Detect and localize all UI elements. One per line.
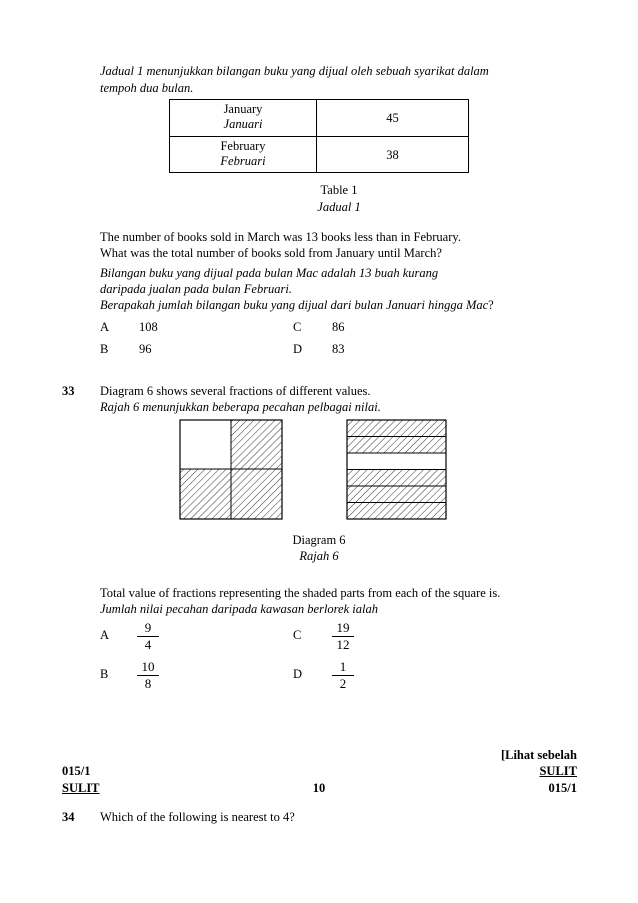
q32-option-b-value: 96 (139, 342, 152, 356)
footer-sulit-left: SULIT (62, 781, 100, 795)
q33-option-c-letter: C (293, 628, 302, 642)
q33-option-d-fraction (331, 659, 355, 692)
denominator: 2 (339, 676, 347, 691)
denominator: 12 (336, 637, 350, 652)
shaded-strip (347, 437, 446, 454)
q33-option-b-letter: B (100, 667, 109, 681)
intro-line-1: Jadual 1 menunjukkan bilangan buku yang dijual oleh sebuah syarikat dalam (100, 64, 489, 78)
numerator: 9 (144, 620, 152, 635)
table-cell-month (170, 100, 317, 136)
denominator: 4 (144, 637, 152, 652)
q32-text-ms-3: Berapakah jumlah bilangan buku yang dijual dari bulan Januari hingga Mac (100, 298, 489, 312)
diagram-6 (178, 418, 448, 521)
shaded-quarter (231, 420, 282, 469)
q32-option-a-letter: A (100, 320, 110, 334)
month-en: February (220, 139, 266, 153)
left-square (180, 420, 282, 519)
q32-option-b-letter: B (100, 342, 109, 356)
table-cell-value: 45 (386, 111, 399, 125)
table-row (170, 136, 468, 173)
q32-text-ms-2: daripada jualan pada bulan Februari. (100, 282, 293, 296)
q32-text-en-2: What was the total number of books sold from January until March? (100, 246, 442, 260)
footer-code-right: 015/1 (548, 781, 577, 795)
month-en: January (223, 102, 263, 116)
q34-number: 34 (62, 810, 75, 824)
q33-number: 33 (62, 384, 75, 398)
shaded-strip (347, 503, 446, 520)
q32-question-mark: ? (488, 298, 494, 312)
q33-prompt-en: Total value of fractions representing the shaded parts from each of the square is. (100, 586, 501, 600)
numerator: 1 (339, 659, 347, 674)
q33-option-a-letter: A (100, 628, 110, 642)
right-square (347, 420, 446, 519)
table-caption-ms: Jadual 1 (317, 200, 361, 214)
month-ms: Januari (223, 117, 263, 131)
q32-option-d-value: 83 (332, 342, 345, 356)
q33-text-ms: Rajah 6 menunjukkan beberapa pecahan pelbagai nilai. (100, 400, 381, 414)
q33-prompt-ms: Jumlah nilai pecahan daripada kawasan berlorek ialah (100, 602, 378, 616)
q33-option-c-fraction (331, 620, 355, 653)
shaded-strip (347, 470, 446, 487)
diagram-caption-en: Diagram 6 (292, 533, 346, 547)
shaded-strip (347, 486, 446, 503)
footer-code-left: 015/1 (62, 764, 91, 778)
q32-text-ms-3-line (100, 298, 494, 313)
table-1 (169, 99, 469, 173)
lihat-sebelah: [Lihat sebelah (500, 748, 577, 762)
q33-option-a-fraction (136, 620, 160, 653)
q32-option-c-letter: C (293, 320, 302, 334)
shaded-quarter (231, 469, 282, 519)
q32-option-a-value: 108 (139, 320, 158, 334)
table-row (170, 100, 468, 136)
q33-option-d-letter: D (293, 667, 303, 681)
q33-text-en: Diagram 6 shows several fractions of different values. (100, 384, 371, 398)
intro-line-2: tempoh dua bulan. (100, 81, 194, 95)
q32-option-d-letter: D (293, 342, 303, 356)
q32-text-ms-1: Bilangan buku yang dijual pada bulan Mac adalah 13 buah kurang (100, 266, 439, 280)
q33-option-b-fraction (136, 659, 160, 692)
shaded-strip (347, 420, 446, 437)
table-cell-value: 38 (386, 148, 399, 162)
numerator: 10 (141, 659, 155, 674)
diagram-caption-ms: Rajah 6 (299, 549, 339, 563)
footer-sulit-right: SULIT (539, 764, 577, 778)
numerator: 19 (336, 620, 350, 635)
denominator: 8 (144, 676, 152, 691)
table-caption-en: Table 1 (320, 183, 358, 197)
shaded-quarter (180, 469, 231, 519)
q32-option-c-value: 86 (332, 320, 345, 334)
q34-text: Which of the following is nearest to 4? (100, 810, 295, 824)
page-number: 10 (312, 781, 326, 795)
q32-text-en-1: The number of books sold in March was 13 books less than in February. (100, 230, 461, 244)
table-cell-month (170, 137, 317, 173)
month-ms: Februari (220, 154, 266, 168)
